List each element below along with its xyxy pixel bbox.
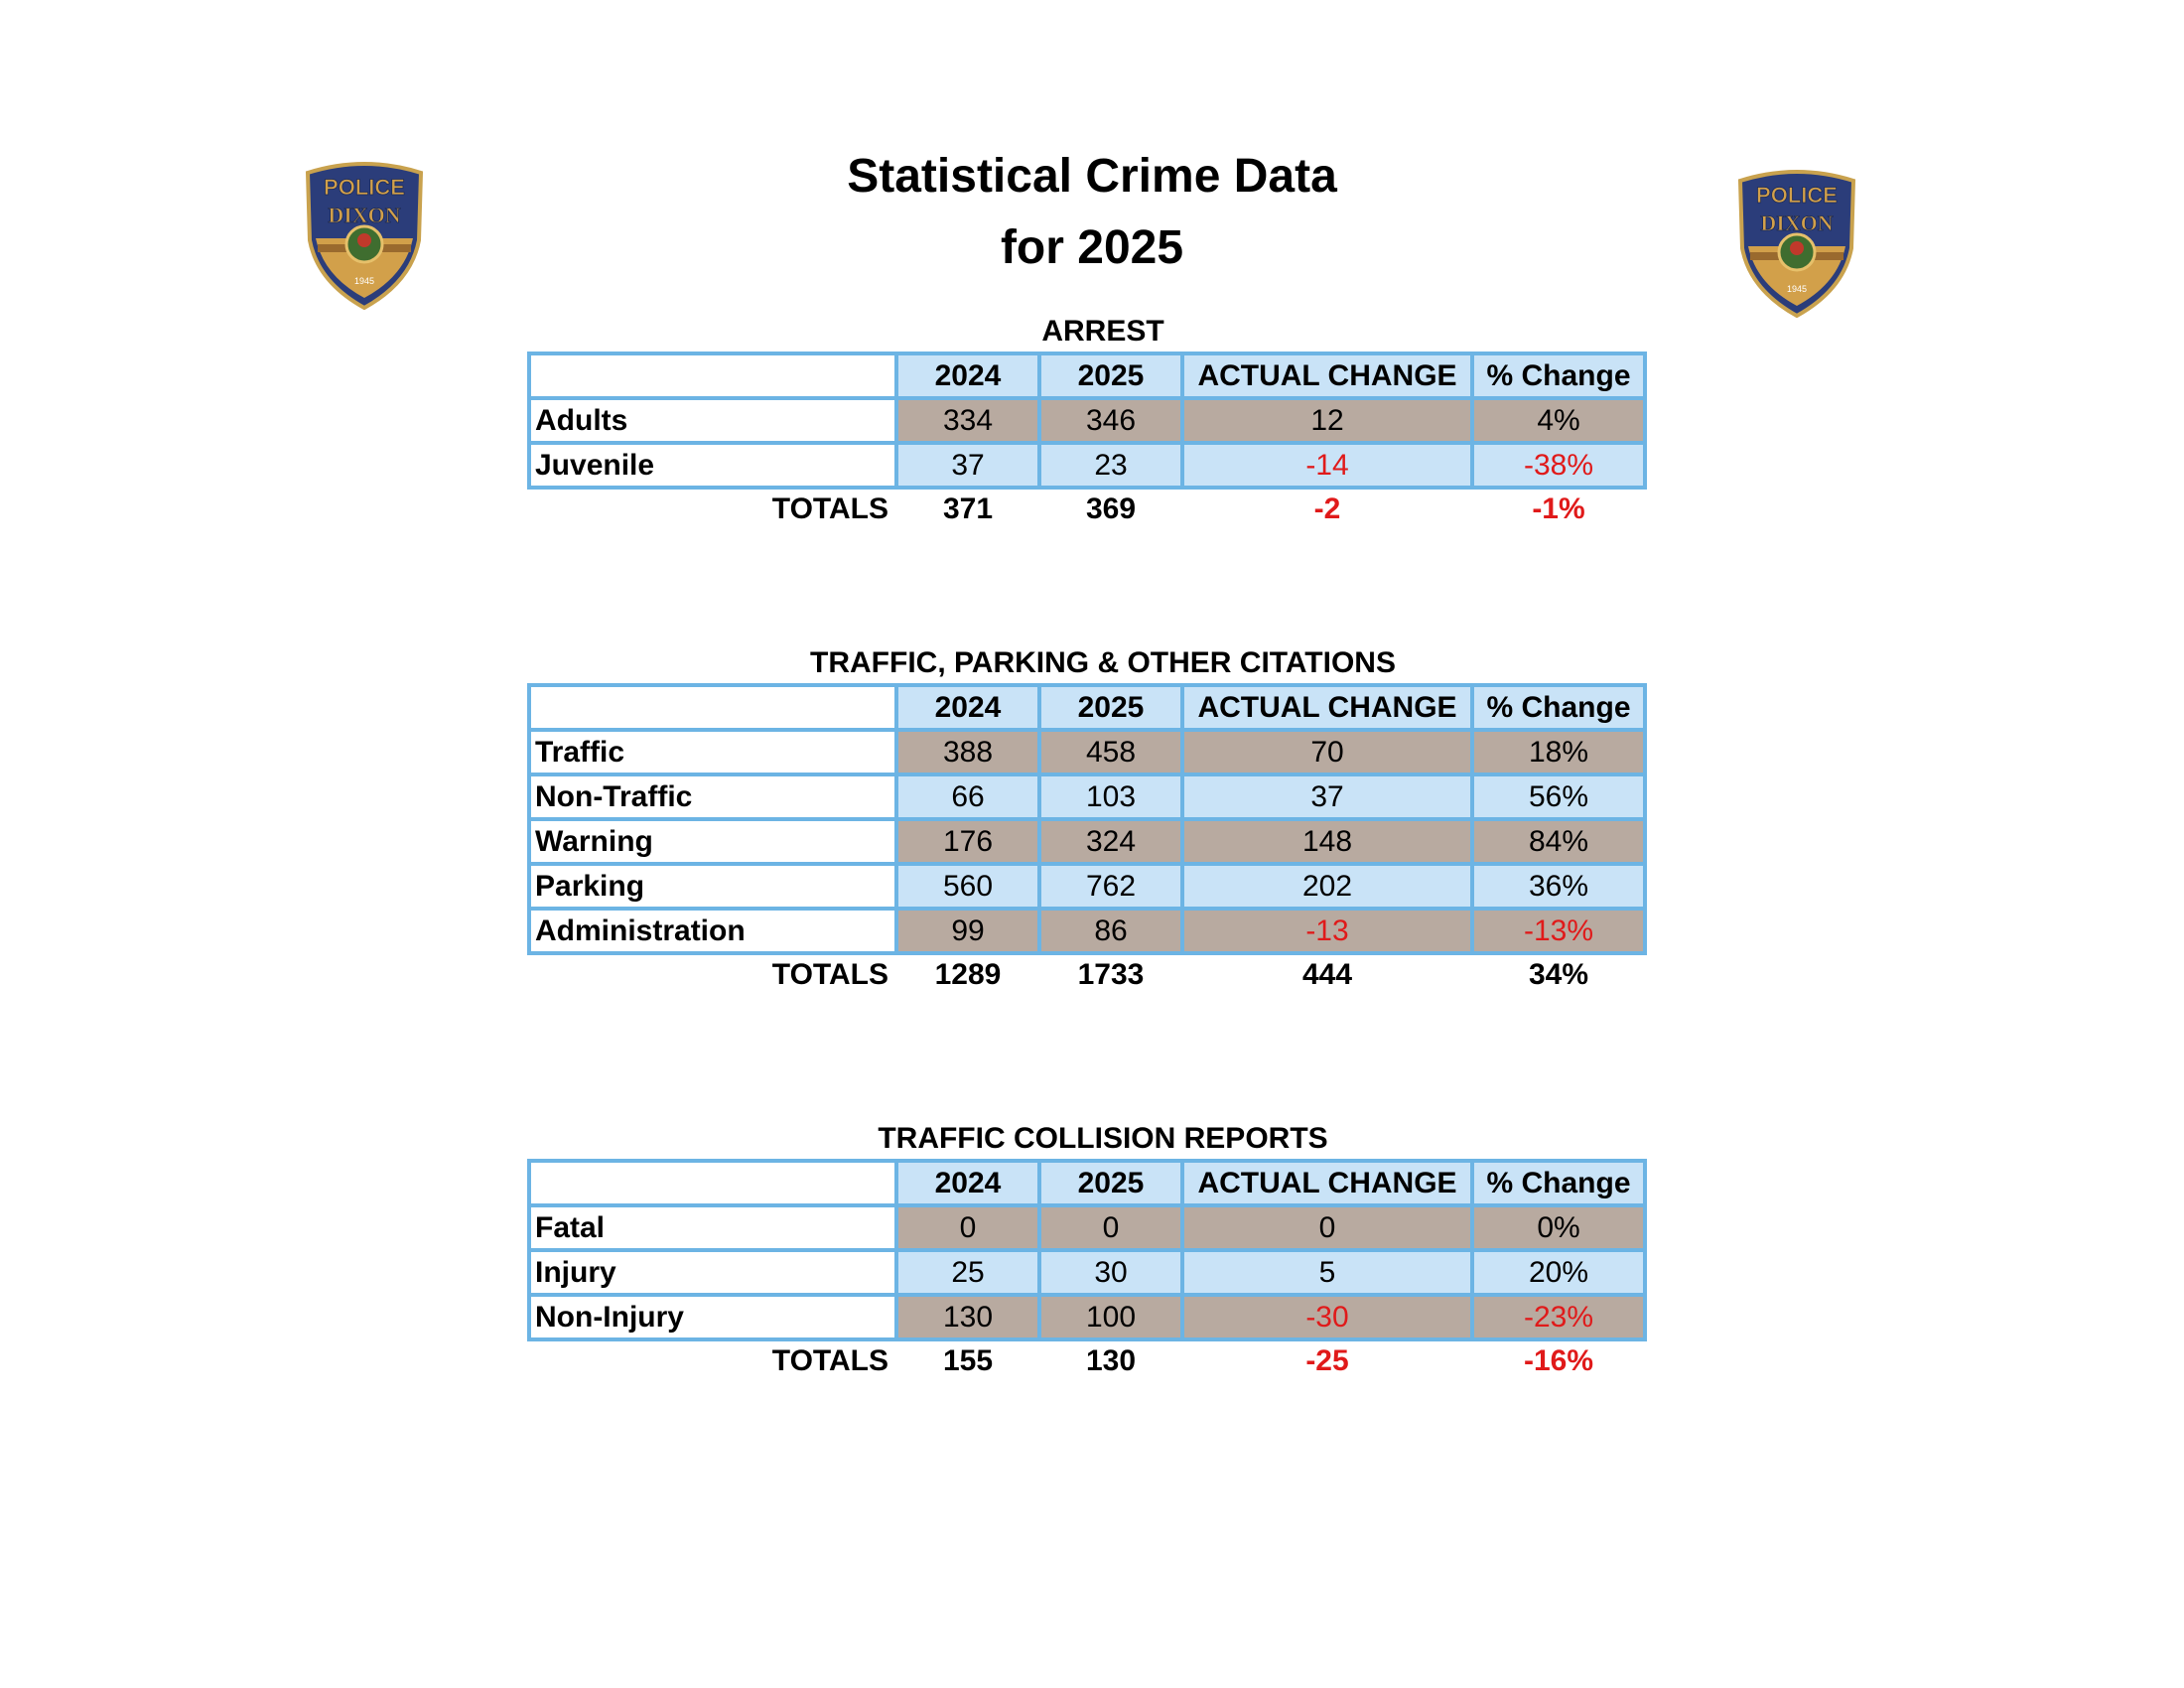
table-header-row [531,687,1643,728]
table-header-row [531,1163,1643,1203]
row-label: Injury [531,1252,894,1293]
table-row [531,866,1643,907]
table-title: TRAFFIC, PARKING & OTHER CITATIONS [810,646,1396,679]
column-header: 2025 [1041,355,1180,396]
column-header: ACTUAL CHANGE [1184,1163,1470,1203]
totals-label: TOTALS [771,1344,888,1377]
table-cell: 84% [1474,821,1643,862]
table-cell: 202 [1184,866,1470,907]
table-cell: 23 [1041,445,1180,486]
table-cell: 0 [1184,1207,1470,1248]
table-cell: 18% [1474,732,1643,773]
column-header: % Change [1474,355,1643,396]
totals-cell: 1733 [1077,958,1145,991]
table-row [531,445,1643,486]
table-cell: 100 [1041,1297,1180,1337]
table-header-row [531,355,1643,396]
totals-cell: 34% [1528,958,1589,991]
table-cell: 148 [1184,821,1470,862]
column-header: 2024 [898,1163,1037,1203]
row-label: Parking [531,866,894,907]
totals-label: TOTALS [771,958,888,991]
svg-text:POLICE: POLICE [324,175,405,200]
table-cell: 25 [898,1252,1037,1293]
totals-cell: -1% [1532,492,1585,525]
table-cell: -23% [1474,1297,1643,1337]
table-cell: 176 [898,821,1037,862]
table-cell: 458 [1041,732,1180,773]
table-cell: 99 [898,911,1037,951]
column-header: 2024 [898,687,1037,728]
data-table [527,1159,1647,1341]
row-label: Warning [531,821,894,862]
table-cell: 56% [1474,776,1643,817]
totals-table [527,1337,1647,1385]
table-cell: 0% [1474,1207,1643,1248]
page-title-line2: for 2025 [1000,221,1184,274]
totals-cell: 444 [1301,958,1353,991]
column-header: % Change [1474,687,1643,728]
table-cell: 12 [1184,400,1470,441]
table-cell: -14 [1184,445,1470,486]
table-row [531,400,1643,441]
table-cell: 130 [898,1297,1037,1337]
totals-row [531,955,1643,995]
column-header [531,355,894,396]
column-header: ACTUAL CHANGE [1184,355,1470,396]
totals-cell: 369 [1085,492,1137,525]
column-header: 2024 [898,355,1037,396]
arrest-section [527,312,1643,533]
column-header: 2025 [1041,687,1180,728]
citations-section [527,643,1643,999]
table-cell: 37 [1184,776,1470,817]
collision-section [527,1119,1643,1385]
table-cell: 36% [1474,866,1643,907]
table-cell: 388 [898,732,1037,773]
totals-cell: 1289 [934,958,1002,991]
row-label: Fatal [531,1207,894,1248]
row-label: Non-Injury [531,1297,894,1337]
table-row [531,1252,1643,1293]
table-row [531,732,1643,773]
table-cell: 334 [898,400,1037,441]
row-label: Administration [531,911,894,951]
table-cell: -30 [1184,1297,1470,1337]
column-header: 2025 [1041,1163,1180,1203]
badge-icon [300,161,429,310]
table-cell: -13% [1474,911,1643,951]
table-cell: 4% [1474,400,1643,441]
table-cell: 560 [898,866,1037,907]
table-row [531,911,1643,951]
table-cell: 37 [898,445,1037,486]
table-title: ARREST [1041,315,1164,348]
table-cell: 103 [1041,776,1180,817]
police-badge-logo-left [300,161,429,310]
table-cell: -38% [1474,445,1643,486]
totals-cell: -2 [1313,492,1341,525]
totals-cell: -25 [1305,1344,1349,1377]
row-label: Traffic [531,732,894,773]
totals-cell: 155 [942,1344,994,1377]
svg-text:DIXON: DIXON [328,203,401,227]
row-label: Adults [531,400,894,441]
row-label: Juvenile [531,445,894,486]
table-cell: 762 [1041,866,1180,907]
totals-table [527,951,1647,999]
table-cell: 5 [1184,1252,1470,1293]
table-cell: -13 [1184,911,1470,951]
data-table [527,683,1647,955]
table-row [531,1297,1643,1337]
page-title-line1: Statistical Crime Data [847,150,1337,203]
table-cell: 324 [1041,821,1180,862]
column-header: ACTUAL CHANGE [1184,687,1470,728]
svg-text:1945: 1945 [353,276,375,286]
table-row [531,1207,1643,1248]
column-header [531,1163,894,1203]
column-header: % Change [1474,1163,1643,1203]
table-cell: 0 [1041,1207,1180,1248]
totals-cell: 130 [1085,1344,1137,1377]
svg-text:DIXON: DIXON [1760,211,1834,235]
data-table [527,352,1647,490]
badge-icon [1732,169,1861,318]
table-cell: 70 [1184,732,1470,773]
table-cell: 20% [1474,1252,1643,1293]
row-label: Non-Traffic [531,776,894,817]
table-cell: 86 [1041,911,1180,951]
totals-row [531,490,1643,529]
table-cell: 30 [1041,1252,1180,1293]
svg-text:POLICE: POLICE [1756,183,1838,208]
table-row [531,821,1643,862]
table-cell: 66 [898,776,1037,817]
totals-label: TOTALS [771,492,888,525]
table-title: TRAFFIC COLLISION REPORTS [878,1122,1328,1155]
table-row [531,776,1643,817]
svg-text:1945: 1945 [1786,284,1808,294]
totals-row [531,1341,1643,1381]
police-badge-logo-right [1732,169,1861,318]
totals-table [527,486,1647,533]
column-header [531,687,894,728]
totals-cell: 371 [942,492,994,525]
table-cell: 0 [898,1207,1037,1248]
table-cell: 346 [1041,400,1180,441]
totals-cell: -16% [1523,1344,1594,1377]
page-title [695,141,1489,284]
